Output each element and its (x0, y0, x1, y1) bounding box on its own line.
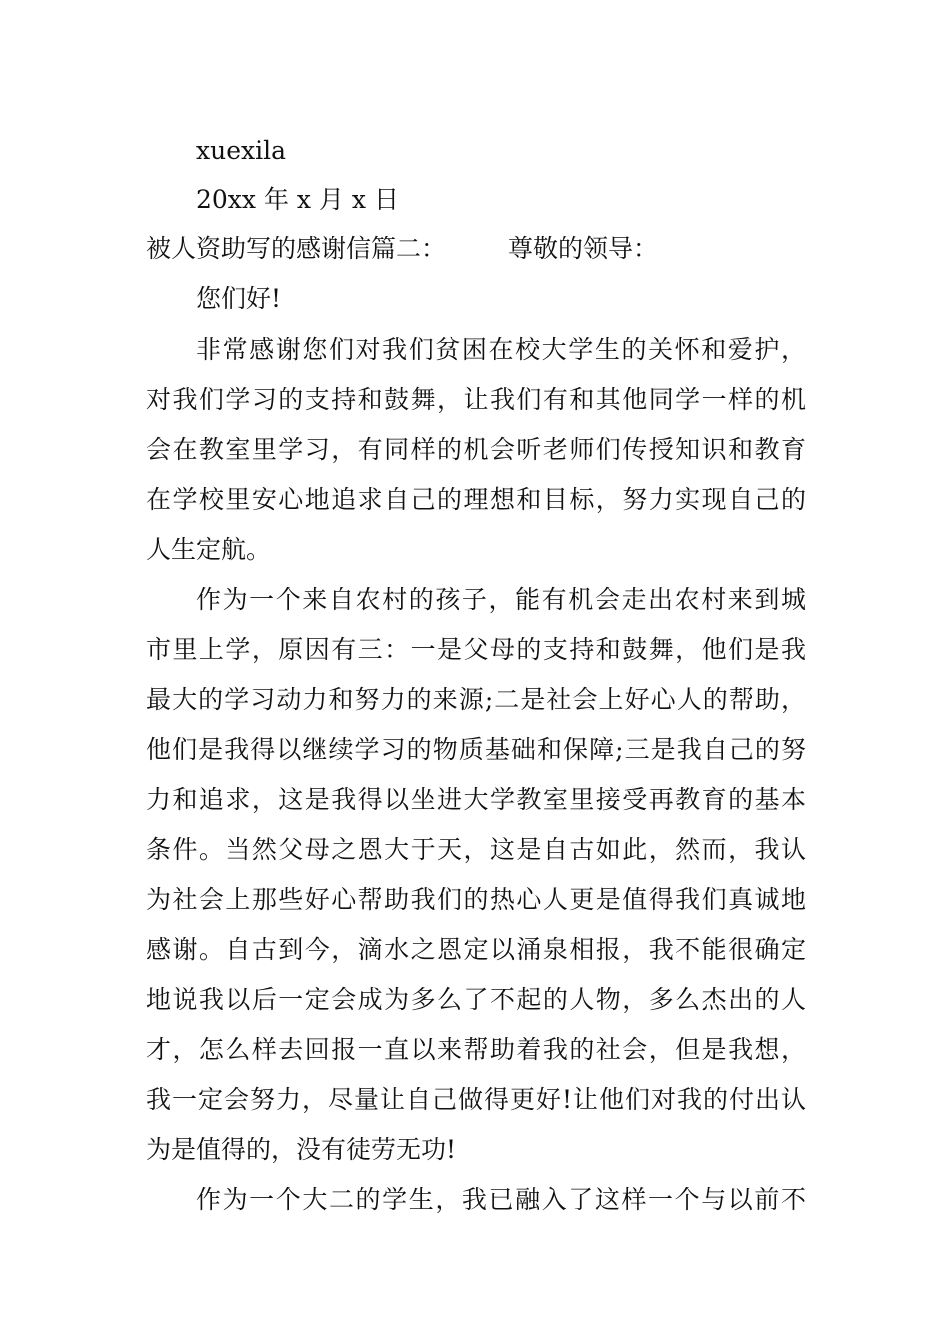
sender-name: xuexila (196, 136, 286, 165)
paragraph-line: 人生定航。 (146, 535, 272, 564)
paragraph-line: 为社会上那些好心帮助我们的热心人更是值得我们真诚地 (146, 885, 806, 914)
paragraph-line: 我一定会努力，尽量让自己做得更好!让他们对我的付出认 (146, 1085, 806, 1114)
salutation: 尊敬的领导： (508, 234, 659, 263)
paragraph-line: 会在教室里学习，有同样的机会听老师们传授知识和教育 (146, 435, 806, 464)
paragraph-line: 条件。当然父母之恩大于天，这是自古如此，然而，我认 (146, 835, 806, 864)
paragraph-line: 作为一个大二的学生，我已融入了这样一个与以前不 (196, 1185, 806, 1214)
letter-date: 20xx 年 x 月 x 日 (196, 185, 399, 214)
paragraph-line: 在学校里安心地追求自己的理想和目标，努力实现自己的 (146, 485, 806, 514)
paragraph-line: 非常感谢您们对我们贫困在校大学生的关怀和爱护， (196, 335, 806, 364)
paragraph-line: 感谢。自古到今，滴水之恩定以涌泉相报，我不能很确定 (146, 935, 806, 964)
paragraph-line: 才，怎么样去回报一直以来帮助着我的社会，但是我想， (146, 1035, 806, 1064)
paragraph-line: 对我们学习的支持和鼓舞，让我们有和其他同学一样的机 (146, 385, 806, 414)
letter-title-line (146, 233, 806, 265)
paragraph-line: 市里上学，原因有三：一是父母的支持和鼓舞，他们是我 (146, 635, 806, 664)
greeting: 您们好! (196, 284, 282, 313)
paragraph-line: 最大的学习动力和努力的来源;二是社会上好心人的帮助， (146, 685, 806, 714)
paragraph-line: 为是值得的，没有徒劳无功! (146, 1135, 457, 1164)
letter-title: 被人资助写的感谢信篇二： (146, 234, 447, 263)
paragraph-line: 力和追求，这是我得以坐进大学教室里接受再教育的基本 (146, 785, 806, 814)
paragraph-line: 地说我以后一定会成为多么了不起的人物，多么杰出的人 (146, 985, 806, 1014)
paragraph-line: 作为一个来自农村的孩子，能有机会走出农村来到城 (196, 585, 806, 614)
paragraph-line: 他们是我得以继续学习的物质基础和保障;三是我自己的努 (146, 735, 806, 764)
